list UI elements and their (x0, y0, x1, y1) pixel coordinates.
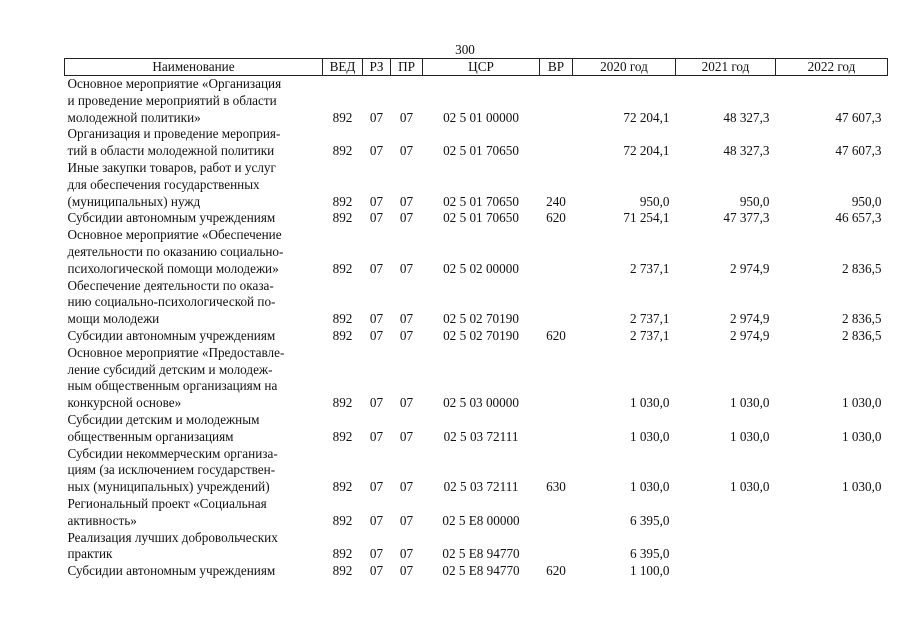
cell-name-line: мощи молодежи (67, 311, 160, 327)
cell-name-line: Реализация лучших добровольческих (67, 529, 278, 545)
cell-pr: 07 (399, 512, 414, 528)
cell-csr: 02 5 01 70650 (443, 210, 519, 226)
cell-pr: 07 (399, 311, 414, 327)
cell-2021: 2 974,9 (729, 327, 770, 343)
cell-2022: 2 836,5 (841, 327, 882, 343)
cell-name-line: ление субсидий детским и молодеж- (67, 361, 273, 377)
cell-vr (540, 278, 573, 328)
header-pr: ПР (391, 59, 423, 76)
cell-2022: 47 607,3 (835, 109, 882, 125)
cell-2021: 47 377,3 (723, 210, 770, 226)
cell-csr: 02 5 02 00000 (443, 260, 519, 276)
cell-ved: 892 (332, 512, 353, 528)
cell-name-line: деятельности по оказанию социально- (67, 243, 284, 259)
table-header-row (65, 59, 888, 76)
cell-name-line: активность» (67, 512, 137, 528)
cell-name-line: молодежной политики» (67, 109, 201, 125)
cell-2021 (676, 496, 776, 530)
cell-pr: 07 (399, 260, 414, 276)
table-row (65, 563, 888, 580)
cell-csr: 02 5 02 70190 (443, 311, 519, 327)
cell-name (65, 278, 323, 328)
cell-rz: 07 (369, 109, 384, 125)
cell-pr: 07 (399, 193, 414, 209)
cell-2022: 46 657,3 (835, 210, 882, 226)
cell-name (65, 563, 323, 580)
cell-pr: 07 (399, 479, 414, 495)
cell-2021: 1 030,0 (729, 428, 770, 444)
table-row (65, 446, 888, 496)
header-name: Наименование (65, 59, 323, 76)
table-row (65, 210, 888, 227)
cell-2022: 1 030,0 (841, 479, 882, 495)
cell-pr: 07 (399, 109, 414, 125)
cell-name-line: и проведение мероприятий в области (67, 92, 277, 108)
header-2020: 2020 год (573, 59, 676, 76)
page-number: 300 (455, 42, 475, 57)
cell-name-line: конкурсной основе» (67, 395, 182, 411)
cell-rz: 07 (369, 479, 384, 495)
cell-name-line: общественным организациям (67, 428, 234, 444)
header-2022: 2022 год (776, 59, 888, 76)
cell-2022: 47 607,3 (835, 143, 882, 159)
cell-pr: 07 (399, 395, 414, 411)
cell-2020: 2 737,1 (629, 311, 670, 327)
header-2021: 2021 год (676, 59, 776, 76)
cell-name-line: Региональный проект «Социальная (67, 495, 267, 511)
table-row (65, 278, 888, 328)
cell-name-line: тий в области молодежной политики (67, 143, 275, 159)
cell-rz: 07 (369, 327, 384, 343)
cell-name-line: Субсидии детским и молодежным (67, 411, 260, 427)
cell-ved: 892 (332, 210, 353, 226)
cell-2020: 2 737,1 (629, 327, 670, 343)
cell-rz: 07 (369, 260, 384, 276)
cell-ved: 892 (332, 143, 353, 159)
cell-csr: 02 5 03 00000 (443, 395, 519, 411)
cell-rz: 07 (369, 143, 384, 159)
cell-pr: 07 (399, 546, 414, 562)
cell-2020: 6 395,0 (629, 512, 670, 528)
cell-vr (540, 345, 573, 412)
cell-2020: 950,0 (639, 193, 670, 209)
cell-name-line: Субсидии некоммерческим организа- (67, 445, 278, 461)
cell-vr (540, 496, 573, 530)
cell-ved: 892 (332, 395, 353, 411)
cell-name-line: ным общественным организациям на (67, 378, 278, 394)
cell-2022 (776, 563, 888, 580)
cell-name-line: Субсидии автономным учреждениям (67, 563, 276, 579)
cell-ved: 892 (332, 327, 353, 343)
cell-rz: 07 (369, 428, 384, 444)
cell-name-line: Обеспечение деятельности по оказа- (67, 277, 274, 293)
cell-name-line: Основное мероприятие «Организация (67, 76, 282, 91)
cell-name-line: Организация и проведение мероприя- (67, 126, 281, 142)
cell-name (65, 328, 323, 345)
table-body (65, 76, 888, 580)
cell-ved: 892 (332, 546, 353, 562)
cell-name-line: Основное мероприятие «Обеспечение (67, 227, 282, 243)
cell-2021: 950,0 (739, 193, 770, 209)
cell-rz: 07 (369, 563, 384, 579)
cell-name (65, 496, 323, 530)
cell-vr: 620 (546, 563, 566, 579)
cell-name-line: нию социально-психологической по- (67, 294, 276, 310)
cell-2022: 2 836,5 (841, 260, 882, 276)
cell-2020: 72 204,1 (623, 143, 670, 159)
header-ved: ВЕД (323, 59, 363, 76)
header-rz: РЗ (363, 59, 391, 76)
cell-vr (540, 76, 573, 127)
cell-vr: 620 (546, 210, 566, 226)
cell-2021: 1 030,0 (729, 479, 770, 495)
cell-csr: 02 5 E8 94770 (442, 563, 520, 579)
cell-rz: 07 (369, 512, 384, 528)
cell-2022 (776, 530, 888, 564)
cell-csr: 02 5 02 70190 (443, 327, 519, 343)
cell-csr: 02 5 01 00000 (443, 109, 519, 125)
cell-rz: 07 (369, 210, 384, 226)
header-csr: ЦСР (423, 59, 540, 76)
cell-2020: 1 030,0 (629, 479, 670, 495)
cell-ved: 892 (332, 311, 353, 327)
cell-2022: 950,0 (851, 193, 882, 209)
cell-2020: 72 204,1 (623, 109, 670, 125)
table-row (65, 345, 888, 412)
cell-2021: 48 327,3 (723, 143, 770, 159)
cell-pr: 07 (399, 143, 414, 159)
cell-2022: 2 836,5 (841, 311, 882, 327)
cell-rz: 07 (369, 546, 384, 562)
cell-csr: 02 5 01 70650 (443, 143, 519, 159)
cell-rz: 07 (369, 311, 384, 327)
cell-vr (540, 530, 573, 564)
cell-2020: 1 100,0 (629, 563, 670, 579)
table-row (65, 227, 888, 277)
cell-pr: 07 (399, 210, 414, 226)
cell-2021: 48 327,3 (723, 109, 770, 125)
table-row (65, 76, 888, 127)
table-row (65, 530, 888, 564)
cell-name-line: Основное мероприятие «Предоставле- (67, 344, 285, 360)
budget-table (64, 58, 888, 580)
cell-vr (540, 412, 573, 446)
cell-name (65, 227, 323, 277)
cell-pr: 07 (399, 428, 414, 444)
cell-csr: 02 5 01 70650 (443, 193, 519, 209)
cell-2021: 2 974,9 (729, 311, 770, 327)
cell-name (65, 76, 323, 127)
cell-vr (540, 126, 573, 160)
cell-name (65, 345, 323, 412)
cell-2021 (676, 530, 776, 564)
cell-name (65, 412, 323, 446)
header-vr: ВР (540, 59, 573, 76)
cell-name-line: Иные закупки товаров, работ и услуг (67, 159, 276, 175)
cell-name-line: Субсидии автономным учреждениям (67, 210, 276, 226)
cell-vr: 240 (546, 193, 566, 209)
cell-csr: 02 5 E8 00000 (442, 512, 520, 528)
cell-name (65, 446, 323, 496)
cell-2021 (676, 563, 776, 580)
table-row (65, 328, 888, 345)
cell-name (65, 160, 323, 210)
table-row (65, 160, 888, 210)
cell-2022: 1 030,0 (841, 395, 882, 411)
cell-rz: 07 (369, 193, 384, 209)
cell-name (65, 210, 323, 227)
cell-vr: 620 (546, 327, 566, 343)
cell-ved: 892 (332, 428, 353, 444)
cell-ved: 892 (332, 193, 353, 209)
cell-ved: 892 (332, 260, 353, 276)
cell-2020: 6 395,0 (629, 546, 670, 562)
cell-2020: 71 254,1 (623, 210, 670, 226)
cell-name-line: циям (за исключением государствен- (67, 462, 276, 478)
cell-2020: 1 030,0 (629, 428, 670, 444)
cell-csr: 02 5 E8 94770 (442, 546, 520, 562)
cell-name-line: для обеспечения государственных (67, 176, 260, 192)
cell-name (65, 126, 323, 160)
cell-2020: 2 737,1 (629, 260, 670, 276)
cell-2021: 2 974,9 (729, 260, 770, 276)
cell-ved: 892 (332, 109, 353, 125)
cell-pr: 07 (399, 327, 414, 343)
table-row (65, 126, 888, 160)
cell-name-line: (муниципальных) нужд (67, 193, 201, 209)
cell-2020: 1 030,0 (629, 395, 670, 411)
cell-ved: 892 (332, 563, 353, 579)
table-row (65, 412, 888, 446)
cell-2021: 1 030,0 (729, 395, 770, 411)
cell-vr: 630 (546, 479, 566, 495)
cell-name-line: Субсидии автономным учреждениям (67, 327, 276, 343)
cell-csr: 02 5 03 72111 (443, 428, 519, 444)
cell-vr (540, 227, 573, 277)
cell-name-line: психологической помощи молодежи» (67, 260, 279, 276)
cell-2022: 1 030,0 (841, 428, 882, 444)
table-row (65, 496, 888, 530)
cell-name-line: практик (67, 546, 113, 562)
cell-rz: 07 (369, 395, 384, 411)
cell-name-line: ных (муниципальных) учреждений) (67, 479, 270, 495)
cell-2022 (776, 496, 888, 530)
cell-csr: 02 5 03 72111 (443, 479, 519, 495)
cell-name (65, 530, 323, 564)
cell-ved: 892 (332, 479, 353, 495)
cell-pr: 07 (399, 563, 414, 579)
